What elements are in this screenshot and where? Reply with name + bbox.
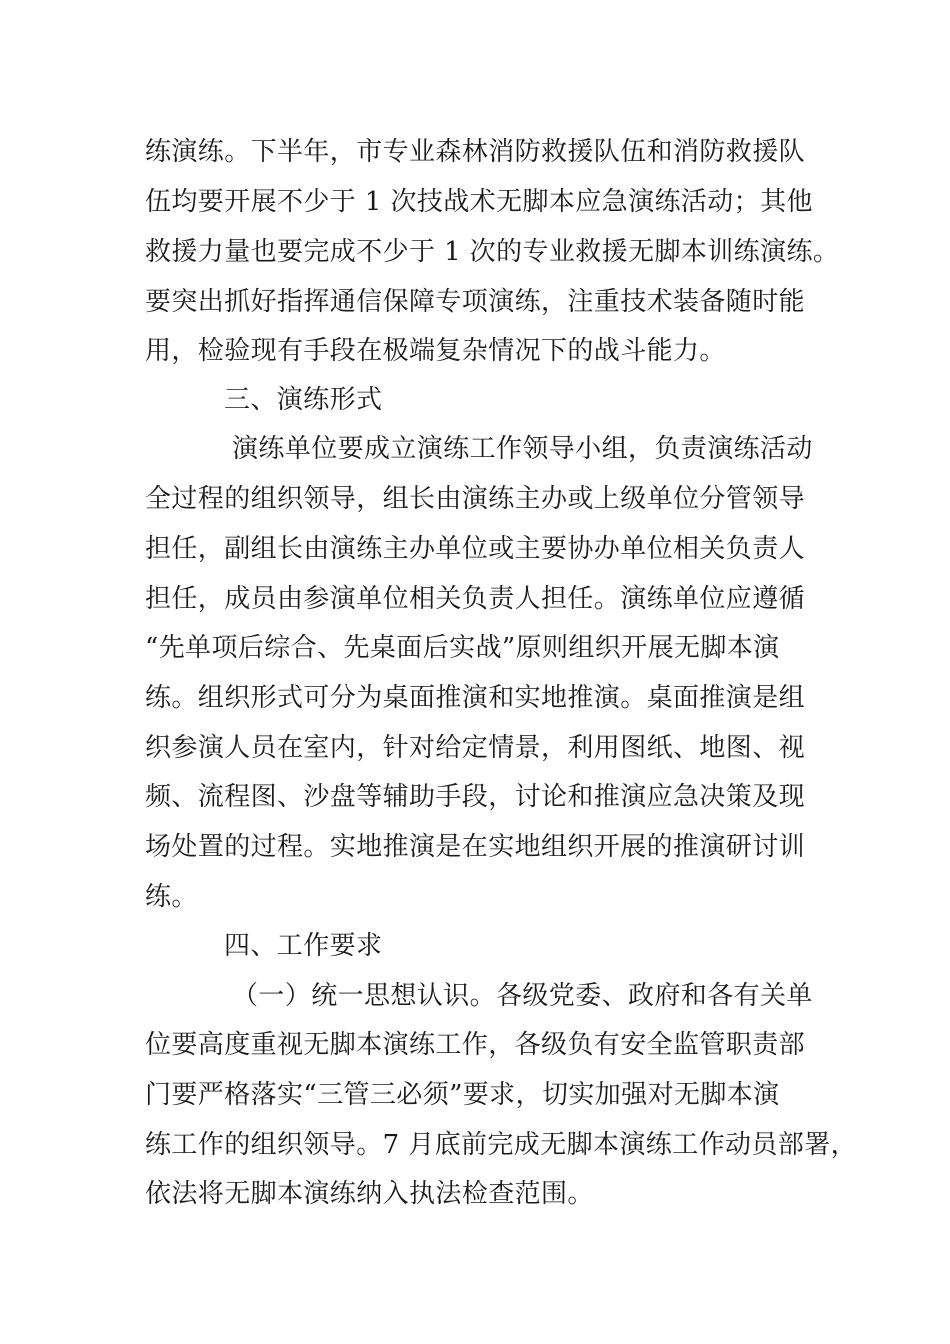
paragraph-line: 场处置的过程。实地推演是在实地组织开展的推演研讨训	[145, 832, 806, 862]
paragraph-line: 频、流程图、沙盘等辅助手段，讨论和推演应急决策及现	[145, 782, 806, 812]
paragraph-line: 门要严格落实“三管三必须”要求，切实加强对无脚本演	[145, 1080, 780, 1110]
paragraph-line: （一）统一思想认识。各级党委、政府和各有关单	[232, 981, 813, 1011]
paragraph-line: 练工作的组织领导。7 月底前完成无脚本演练工作动员部署，	[145, 1130, 858, 1160]
paragraph-line: 担任，成员由参演单位相关负责人担任。演练单位应遵循	[145, 584, 806, 614]
paragraph-line: 依法将无脚本演练纳入执法检查范围。	[145, 1179, 594, 1209]
paragraph-line: 伍均要开展不少于 1 次技战术无脚本应急演练活动；其他	[145, 187, 813, 217]
paragraph-line: 位要高度重视无脚本演练工作，各级负有安全监管职责部	[145, 1030, 806, 1060]
paragraph-line: 练演练。下半年，市专业森林消防救援队伍和消防救援队	[145, 137, 806, 167]
paragraph-line: 练。	[145, 882, 198, 912]
paragraph-line: 演练单位要成立演练工作领导小组，负责演练活动	[232, 434, 813, 464]
paragraph-line: “先单项后综合、先桌面后实战”原则组织开展无脚本演	[145, 633, 780, 663]
paragraph-line: 用，检验现有手段在极端复杂情况下的战斗能力。	[145, 336, 726, 366]
paragraph-line: 全过程的组织领导，组长由演练主办或上级单位分管领导	[145, 484, 806, 514]
paragraph-line: 救援力量也要完成不少于 1 次的专业救援无脚本训练演练。	[145, 237, 840, 267]
section-heading-4: 四、工作要求	[224, 931, 383, 961]
paragraph-line: 要突出抓好指挥通信保障专项演练，注重技术装备随时能	[145, 287, 806, 317]
paragraph-line: 练。组织形式可分为桌面推演和实地推演。桌面推演是组	[145, 683, 806, 713]
section-heading-3: 三、演练形式	[224, 385, 383, 415]
paragraph-line: 织参演人员在室内，针对给定情景，利用图纸、地图、视	[145, 733, 806, 763]
paragraph-line: 担任，副组长由演练主办单位或主要协办单位相关负责人	[145, 534, 806, 564]
